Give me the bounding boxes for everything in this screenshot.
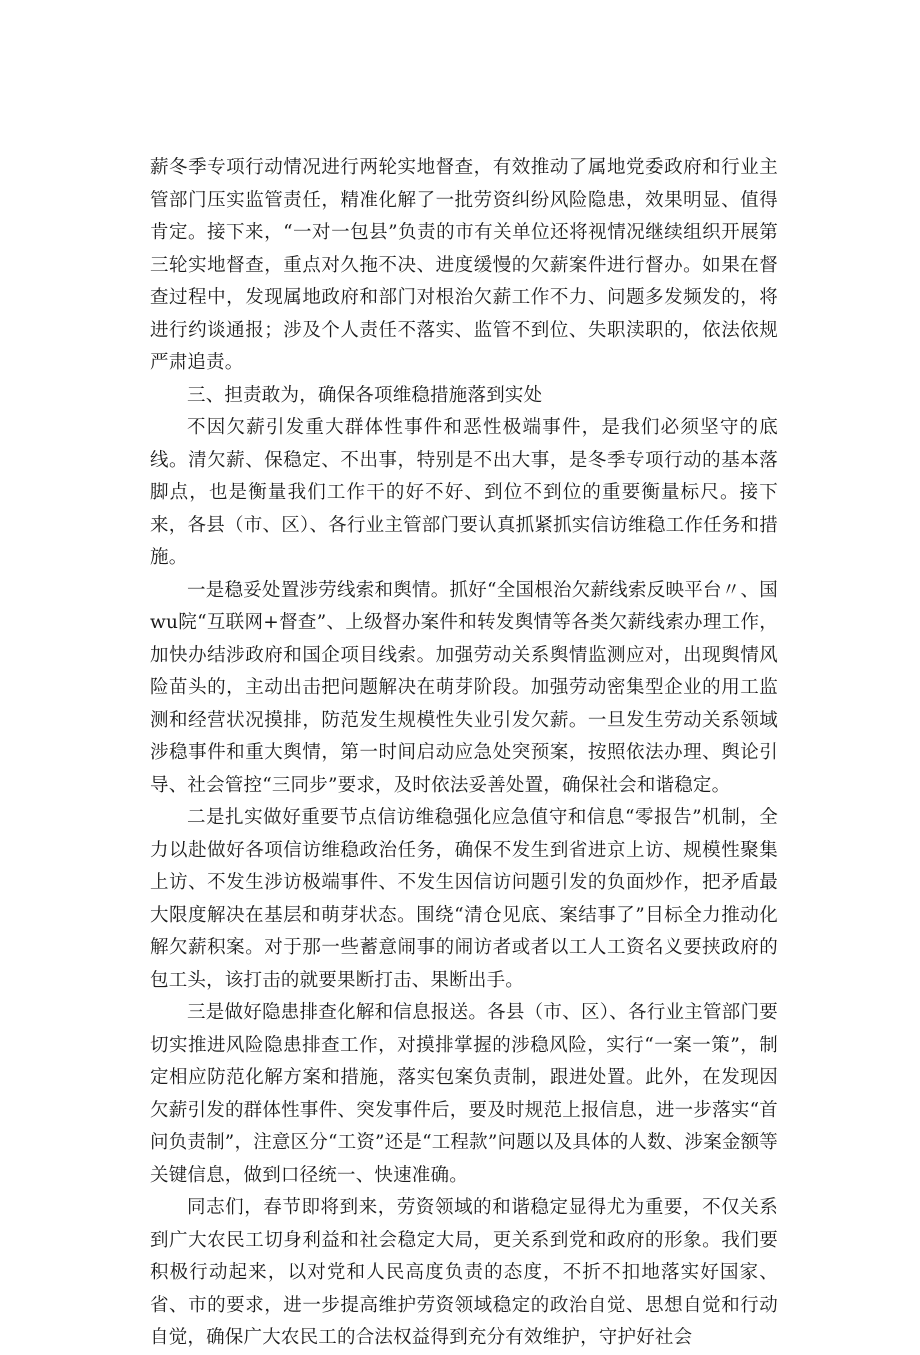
document-page [150,152,778,1355]
paragraph-point-1: 一是稳妥处置涉劳线索和舆情。抓好“全国根治欠薪线索反映平台〃、国wu院“互联网+督查”、上级督办案件和转发舆情等各类欠薪线索办理工作，加快办结涉政府和国企项目线索。加强劳动关系舆情监测应对，出现舆情风险苗头的，主动出击把问题解决在萌芽阶段。加强劳动密集型企业的用工监测和经营状况摸排，防范发生规模性失业引发欠薪。一旦发生劳动关系领域涉稳事件和重大舆情，第一时间启动应急处突预案，按照依法办理、舆论引导、社会管控“三同步”要求，及时依法妥善处置，确保社会和谐稳定。 [150,579,778,796]
paragraph-point-2: 二是扎实做好重要节点信访维稳强化应急值守和信息“零报告”机制，全力以赴做好各项信访维稳政治任务，确保不发生到省进京上访、规模性聚集上访、不发生涉访极端事件、不发生因信访问题引发的负面炒作，把矛盾最大限度解决在基层和萌芽状态。围绕“清仓见底、案结事了”目标全力推动化解欠薪积案。对于那一些蓄意闹事的闹访者或者以工人工资名义要挟政府的包工头，该打击的就要果断打击、果断出手。 [150,807,778,991]
section-heading-3: 三、担责敢为，确保各项维稳措施落到实处 [187,384,543,406]
paragraph-bottom-line: 不因欠薪引发重大群体性事件和恶性极端事件，是我们必须坚守的底线。清欠薪、保稳定、不出事，特别是不出大事，是冬季专项行动的基本落脚点，也是衡量我们工作干的好不好、到位不到位的重要衡量标尺。接下来，各县（市、区）、各行业主管部门要认真抓紧抓实信访维稳工作任务和措施。 [150,417,778,568]
paragraph-closing: 同志们，春节即将到来，劳资领域的和谐稳定显得尤为重要，不仅关系到广大农民工切身利益和社会稳定大局，更关系到党和政府的形象。我们要积极行动起来，以对党和人民高度负责的态度，不折不扣地落实好国家、省、市的要求，进一步提高维护劳资领域稳定的政治自觉、思想自觉和行动自觉，确保广大农民工的合法权益得到充分有效维护，守护好社会 [150,1197,778,1348]
paragraph-continuation: 薪冬季专项行动情况进行两轮实地督查，有效推动了属地党委政府和行业主管部门压实监管责任，精准化解了一批劳资纠纷风险隐患，效果明显、值得肯定。接下来，“一对一包县”负责的市有关单位还将视情况继续组织开展第三轮实地督查，重点对久拖不决、进度缓慢的欠薪案件进行督办。如果在督查过程中，发现属地政府和部门对根治欠薪工作不力、问题多发频发的，将进行约谈通报；涉及个人责任不落实、监管不到位、失职渎职的，依法依规严肃追责。 [150,157,778,373]
paragraph-point-3: 三是做好隐患排查化解和信息报送。各县（市、区）、各行业主管部门要切实推进风险隐患排查工作，对摸排掌握的涉稳风险，实行“一案一策”，制定相应防范化解方案和措施，落实包案负责制，跟进处置。此外，在发现因欠薪引发的群体性事件、突发事件后，要及时规范上报信息，进一步落实“首问负责制”，注意区分“工资”还是“工程款”问题以及具体的人数、涉案金额等关键信息，做到口径统一、快速准确。 [150,1002,778,1186]
